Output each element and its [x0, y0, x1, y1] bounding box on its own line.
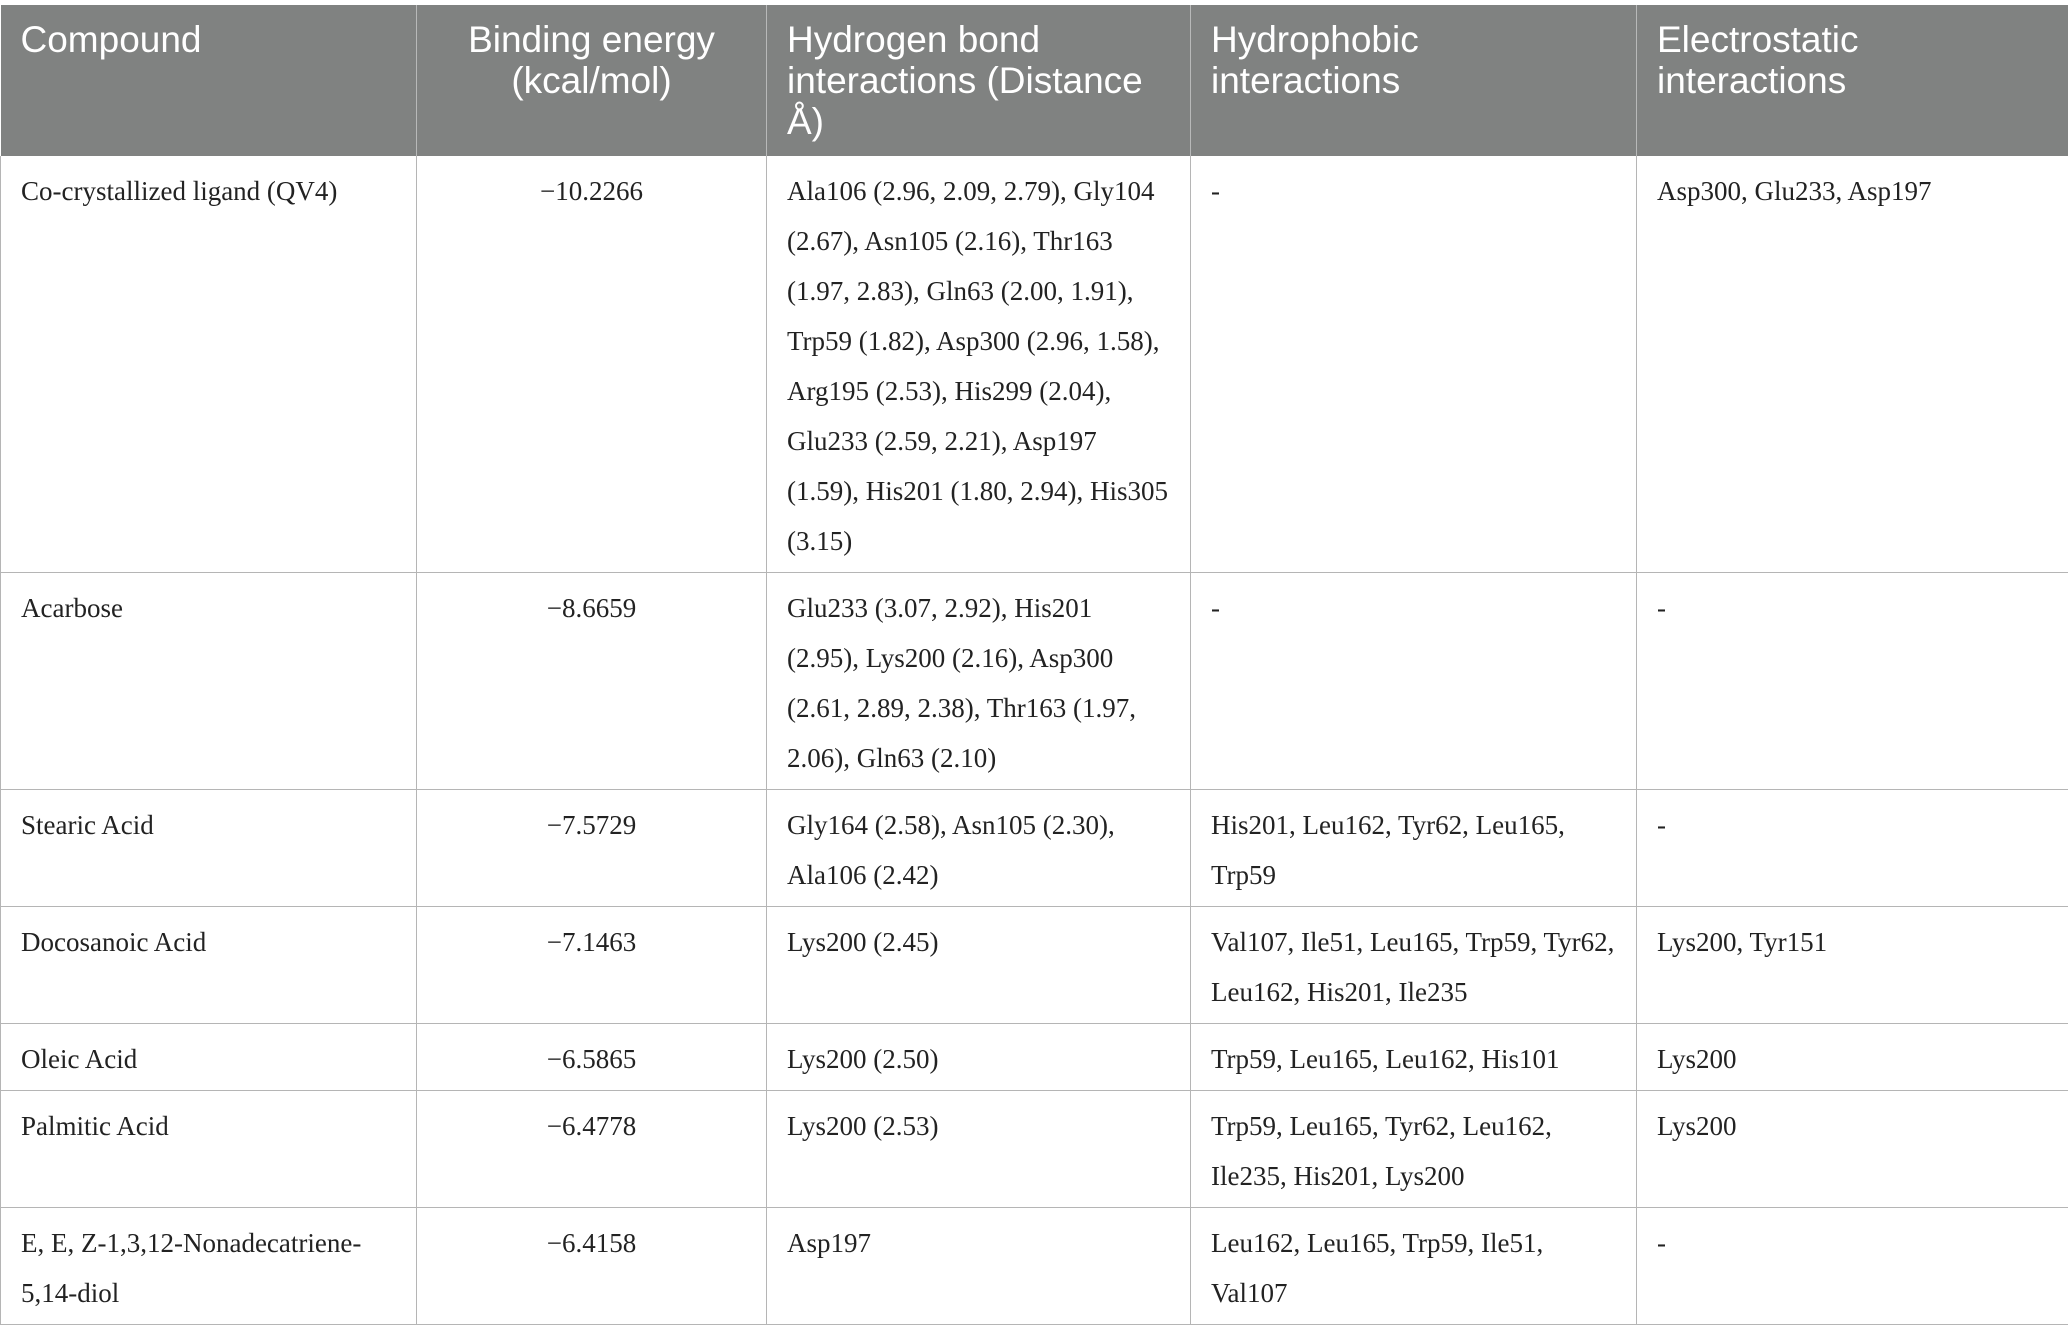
cell-electrostatic: Lys200 — [1637, 1024, 2068, 1091]
table-row — [1, 573, 2068, 790]
header-row — [1, 5, 2068, 156]
table-header — [1, 5, 2068, 156]
header-hydrophobic: Hydrophobic interactions — [1191, 5, 1637, 156]
cell-compound: Stearic Acid — [1, 790, 417, 907]
cell-hydrogen-bond: Gly164 (2.58), Asn105 (2.30), Ala106 (2.42) — [767, 790, 1191, 907]
cell-compound: Oleic Acid — [1, 1024, 417, 1091]
cell-electrostatic: - — [1637, 1208, 2068, 1325]
cell-compound: Palmitic Acid — [1, 1091, 417, 1208]
header-hydrogen-bond: Hydrogen bond interactions (Distance Å) — [767, 5, 1191, 156]
cell-binding-energy: −10.2266 — [417, 156, 767, 573]
cell-hydrophobic: Trp59, Leu165, Tyr62, Leu162, Ile235, His201, Lys200 — [1191, 1091, 1637, 1208]
header-compound: Compound — [1, 5, 417, 156]
cell-hydrophobic: His201, Leu162, Tyr62, Leu165, Trp59 — [1191, 790, 1637, 907]
cell-electrostatic: Lys200 — [1637, 1091, 2068, 1208]
table-row — [1, 156, 2068, 573]
table-row — [1, 1091, 2068, 1208]
table-row — [1, 1024, 2068, 1091]
cell-hydrophobic: Leu162, Leu165, Trp59, Ile51, Val107 — [1191, 1208, 1637, 1325]
cell-electrostatic: Lys200, Tyr151 — [1637, 907, 2068, 1024]
cell-hydrophobic: - — [1191, 573, 1637, 790]
cell-hydrogen-bond: Lys200 (2.45) — [767, 907, 1191, 1024]
cell-compound: Docosanoic Acid — [1, 907, 417, 1024]
cell-hydrophobic: Val107, Ile51, Leu165, Trp59, Tyr62, Leu162, His201, Ile235 — [1191, 907, 1637, 1024]
cell-hydrogen-bond: Ala106 (2.96, 2.09, 2.79), Gly104 (2.67), Asn105 (2.16), Thr163 (1.97, 2.83), Gln63 (2.00, 1.91), Trp59 (1.82), Asp300 (2.96, 1.58), Arg195 (2.53), His299 (2.04), Glu233 (2.59, 2.21), Asp197 (1.59), His201 (1.80, 2.94), His305 (3.15) — [767, 156, 1191, 573]
header-electrostatic: Electrostatic interactions — [1637, 5, 2068, 156]
cell-compound: Co-crystallized ligand (QV4) — [1, 156, 417, 573]
cell-compound: Acarbose — [1, 573, 417, 790]
cell-hydrogen-bond: Lys200 (2.53) — [767, 1091, 1191, 1208]
header-binding-energy: Binding energy (kcal/mol) — [417, 5, 767, 156]
cell-electrostatic: Asp300, Glu233, Asp197 — [1637, 156, 2068, 573]
cell-binding-energy: −7.5729 — [417, 790, 767, 907]
table-row — [1, 1208, 2068, 1325]
cell-hydrophobic: - — [1191, 156, 1637, 573]
table-row — [1, 907, 2068, 1024]
cell-electrostatic: - — [1637, 790, 2068, 907]
cell-hydrogen-bond: Lys200 (2.50) — [767, 1024, 1191, 1091]
cell-hydrogen-bond: Asp197 — [767, 1208, 1191, 1325]
table-row — [1, 790, 2068, 907]
cell-hydrophobic: Trp59, Leu165, Leu162, His101 — [1191, 1024, 1637, 1091]
docking-results-table — [0, 5, 2068, 1325]
cell-compound: E, E, Z-1,3,12-Nonadecatriene-5,14-diol — [1, 1208, 417, 1325]
results-table-container — [0, 5, 2068, 1325]
table-body — [1, 156, 2068, 1325]
cell-hydrogen-bond: Glu233 (3.07, 2.92), His201 (2.95), Lys200 (2.16), Asp300 (2.61, 2.89, 2.38), Thr163 (1.97, 2.06), Gln63 (2.10) — [767, 573, 1191, 790]
cell-binding-energy: −6.4158 — [417, 1208, 767, 1325]
cell-binding-energy: −6.5865 — [417, 1024, 767, 1091]
cell-binding-energy: −6.4778 — [417, 1091, 767, 1208]
cell-electrostatic: - — [1637, 573, 2068, 790]
cell-binding-energy: −8.6659 — [417, 573, 767, 790]
cell-binding-energy: −7.1463 — [417, 907, 767, 1024]
